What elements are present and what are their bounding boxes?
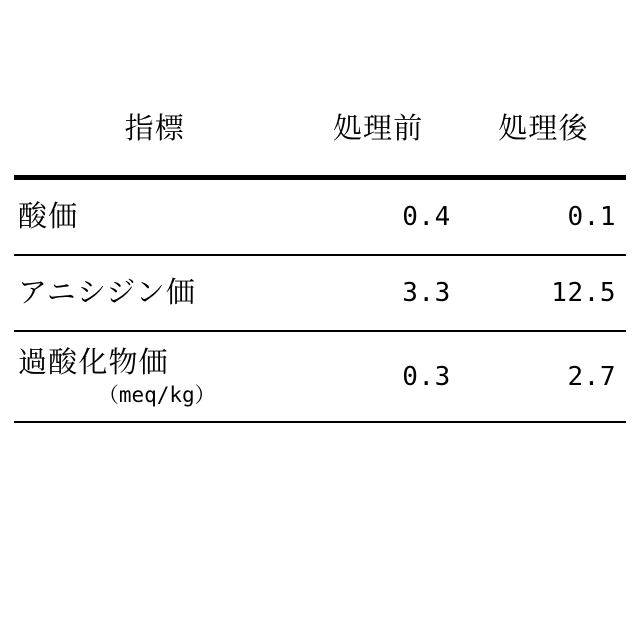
table-row — [14, 331, 626, 422]
table-header-row — [14, 106, 626, 178]
row-label-unit: （meq/kg） — [97, 382, 216, 407]
table-container — [14, 106, 626, 423]
row-value-before: 0.3 — [402, 361, 451, 392]
row-label: 酸価 — [18, 201, 79, 233]
row-value-after: 2.7 — [567, 361, 616, 392]
table-body — [14, 178, 626, 423]
row-value-after: 12.5 — [551, 278, 616, 309]
row-label — [14, 331, 296, 422]
column-header-before: 処理前 — [332, 113, 424, 145]
table-row — [14, 255, 626, 331]
column-header-after: 処理後 — [498, 113, 589, 145]
table-row — [14, 178, 626, 256]
measurements-table — [14, 106, 626, 423]
row-value-after: 0.1 — [567, 202, 616, 233]
row-label: アニシジン価 — [18, 277, 197, 310]
row-value-before: 0.4 — [402, 202, 451, 233]
row-label-main: 過酸化物価 — [18, 347, 169, 380]
column-header-label: 指標 — [124, 113, 185, 145]
row-value-before: 3.3 — [402, 278, 451, 309]
table-header — [14, 106, 626, 178]
